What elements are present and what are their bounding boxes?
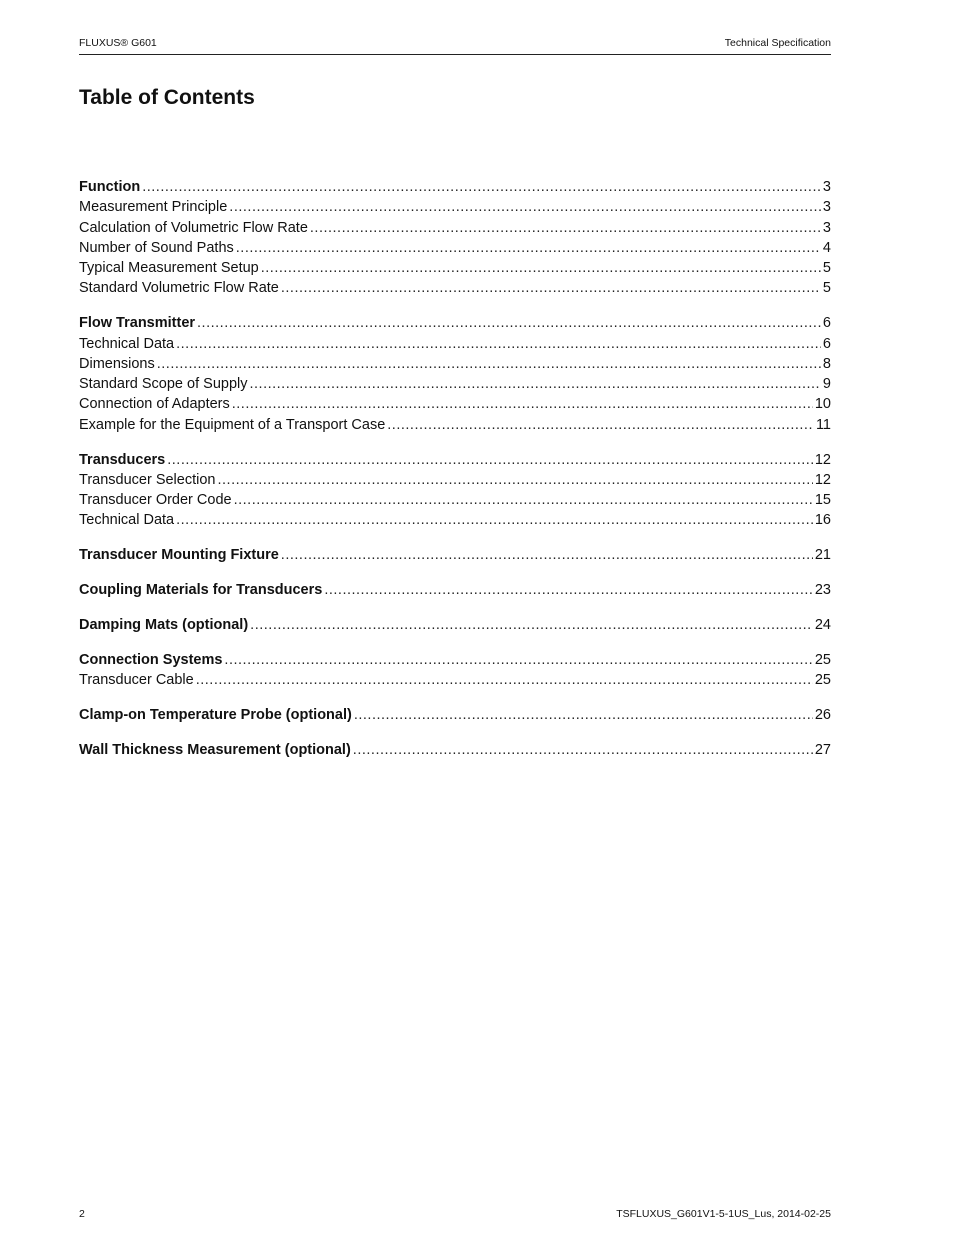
toc-section [79, 545, 831, 565]
dot-leader [324, 580, 813, 600]
toc-section [79, 650, 831, 691]
toc-entry-label: Technical Data [79, 335, 175, 352]
toc-entry-label: Transducer Mounting Fixture [79, 547, 279, 564]
toc-entry-page-number: 4 [822, 239, 831, 256]
toc-entry-page-number: 23 [814, 582, 831, 599]
toc-entry-page-number: 3 [822, 179, 831, 195]
dot-leader [167, 450, 813, 470]
dot-leader [281, 278, 821, 298]
toc-entry-page-number: 15 [814, 492, 831, 509]
toc-entry-label: Function [79, 179, 141, 195]
toc-entry-page-number: 6 [822, 315, 831, 332]
toc-sub-entry[interactable] [79, 490, 831, 510]
toc-heading-entry[interactable] [79, 450, 831, 470]
dot-leader [261, 258, 821, 278]
toc-sub-entry[interactable] [79, 354, 831, 374]
toc-entry-page-number: 24 [814, 616, 831, 633]
dot-leader [387, 415, 814, 435]
toc-entry-label: Connection of Adapters [79, 396, 230, 413]
dot-leader [176, 510, 813, 530]
dot-leader [196, 670, 813, 690]
toc-heading-entry[interactable] [79, 177, 831, 197]
toc-sub-entry[interactable] [79, 218, 831, 238]
dot-leader [249, 374, 820, 394]
toc-entry-page-number: 21 [814, 547, 831, 564]
toc-sub-entry[interactable] [79, 510, 831, 530]
toc-entry-label: Standard Volumetric Flow Rate [79, 280, 279, 297]
toc-sub-entry[interactable] [79, 670, 831, 690]
header-document-type: Technical Specification [724, 37, 831, 49]
toc-heading-entry[interactable] [79, 705, 831, 725]
toc-entry-page-number: 5 [822, 260, 831, 277]
toc-entry-label: Typical Measurement Setup [79, 260, 259, 277]
toc-sub-entry[interactable] [79, 197, 831, 217]
toc-sub-entry[interactable] [79, 374, 831, 394]
toc-entry-page-number: 16 [814, 512, 831, 529]
toc-entry-page-number: 5 [822, 280, 831, 297]
toc-entry-page-number: 3 [822, 199, 831, 216]
toc-sub-entry[interactable] [79, 238, 831, 258]
toc-heading-entry[interactable] [79, 615, 831, 635]
toc-entry-label: Transducer Order Code [79, 492, 232, 509]
toc-entry-label: Dimensions [79, 355, 155, 372]
toc-sub-entry[interactable] [79, 415, 831, 435]
toc-entry-page-number: 26 [814, 706, 831, 723]
toc-entry-label: Coupling Materials for Transducers [79, 582, 323, 599]
toc-entry-page-number: 3 [822, 219, 831, 236]
dot-leader [157, 354, 821, 374]
toc-entry-page-number: 25 [814, 651, 831, 668]
toc-heading-entry[interactable] [79, 545, 831, 565]
dot-leader [234, 490, 813, 510]
toc-section [79, 740, 831, 760]
toc-entry-label: Connection Systems [79, 651, 223, 668]
page-header [79, 37, 831, 55]
toc-entry-label: Number of Sound Paths [79, 239, 234, 256]
toc-section [79, 177, 831, 299]
dot-leader [229, 197, 821, 217]
toc-entry-page-number: 8 [822, 355, 831, 372]
toc-entry-label: Transducers [79, 451, 166, 468]
toc-entry-page-number: 25 [814, 671, 831, 688]
toc-entry-label: Calculation of Volumetric Flow Rate [79, 219, 308, 236]
dot-leader [197, 313, 821, 333]
toc-entry-page-number: 12 [814, 451, 831, 468]
toc-entry-label: Damping Mats (optional) [79, 616, 249, 633]
footer-page-number: 2 [79, 1208, 85, 1220]
dot-leader [142, 177, 821, 197]
toc-entry-page-number: 6 [822, 335, 831, 352]
toc-sub-entry[interactable] [79, 258, 831, 278]
toc-heading-entry[interactable] [79, 313, 831, 333]
toc-sub-entry[interactable] [79, 470, 831, 490]
dot-leader [250, 615, 813, 635]
toc-heading-entry[interactable] [79, 650, 831, 670]
toc-entry-label: Transducer Selection [79, 471, 216, 488]
toc-section [79, 705, 831, 725]
toc-entry-page-number: 9 [822, 376, 831, 393]
toc-sub-entry[interactable] [79, 278, 831, 298]
toc-entry-label: Clamp-on Temperature Probe (optional) [79, 706, 352, 723]
header-product-name: FLUXUS® G601 [79, 37, 157, 49]
toc-sub-entry[interactable] [79, 394, 831, 414]
dot-leader [236, 238, 821, 258]
dot-leader [224, 650, 812, 670]
toc-sub-entry[interactable] [79, 334, 831, 354]
toc-section [79, 313, 831, 435]
toc-entry-page-number: 11 [815, 416, 831, 433]
dot-leader [232, 394, 813, 414]
dot-leader [217, 470, 812, 490]
dot-leader [354, 705, 813, 725]
dot-leader [281, 545, 813, 565]
toc-entry-label: Standard Scope of Supply [79, 376, 248, 393]
table-of-contents [79, 177, 831, 774]
footer-document-id: TSFLUXUS_G601V1-5-1US_Lus, 2014-02-25 [616, 1208, 831, 1220]
toc-entry-label: Technical Data [79, 512, 175, 529]
toc-entry-label: Flow Transmitter [79, 315, 196, 332]
toc-entry-label: Wall Thickness Measurement (optional) [79, 741, 351, 758]
page-title: Table of Contents [79, 86, 255, 109]
toc-section [79, 615, 831, 635]
toc-heading-entry[interactable] [79, 740, 831, 760]
toc-section [79, 450, 831, 531]
toc-entry-label: Transducer Cable [79, 671, 194, 688]
dot-leader [353, 740, 813, 760]
toc-entry-page-number: 27 [814, 741, 831, 758]
toc-entry-page-number: 12 [814, 471, 831, 488]
dot-leader [310, 218, 821, 238]
toc-section [79, 580, 831, 600]
toc-entry-label: Measurement Principle [79, 199, 228, 216]
toc-entry-page-number: 10 [814, 396, 831, 413]
toc-heading-entry[interactable] [79, 580, 831, 600]
dot-leader [176, 334, 821, 354]
toc-entry-label: Example for the Equipment of a Transport Case [79, 416, 386, 433]
